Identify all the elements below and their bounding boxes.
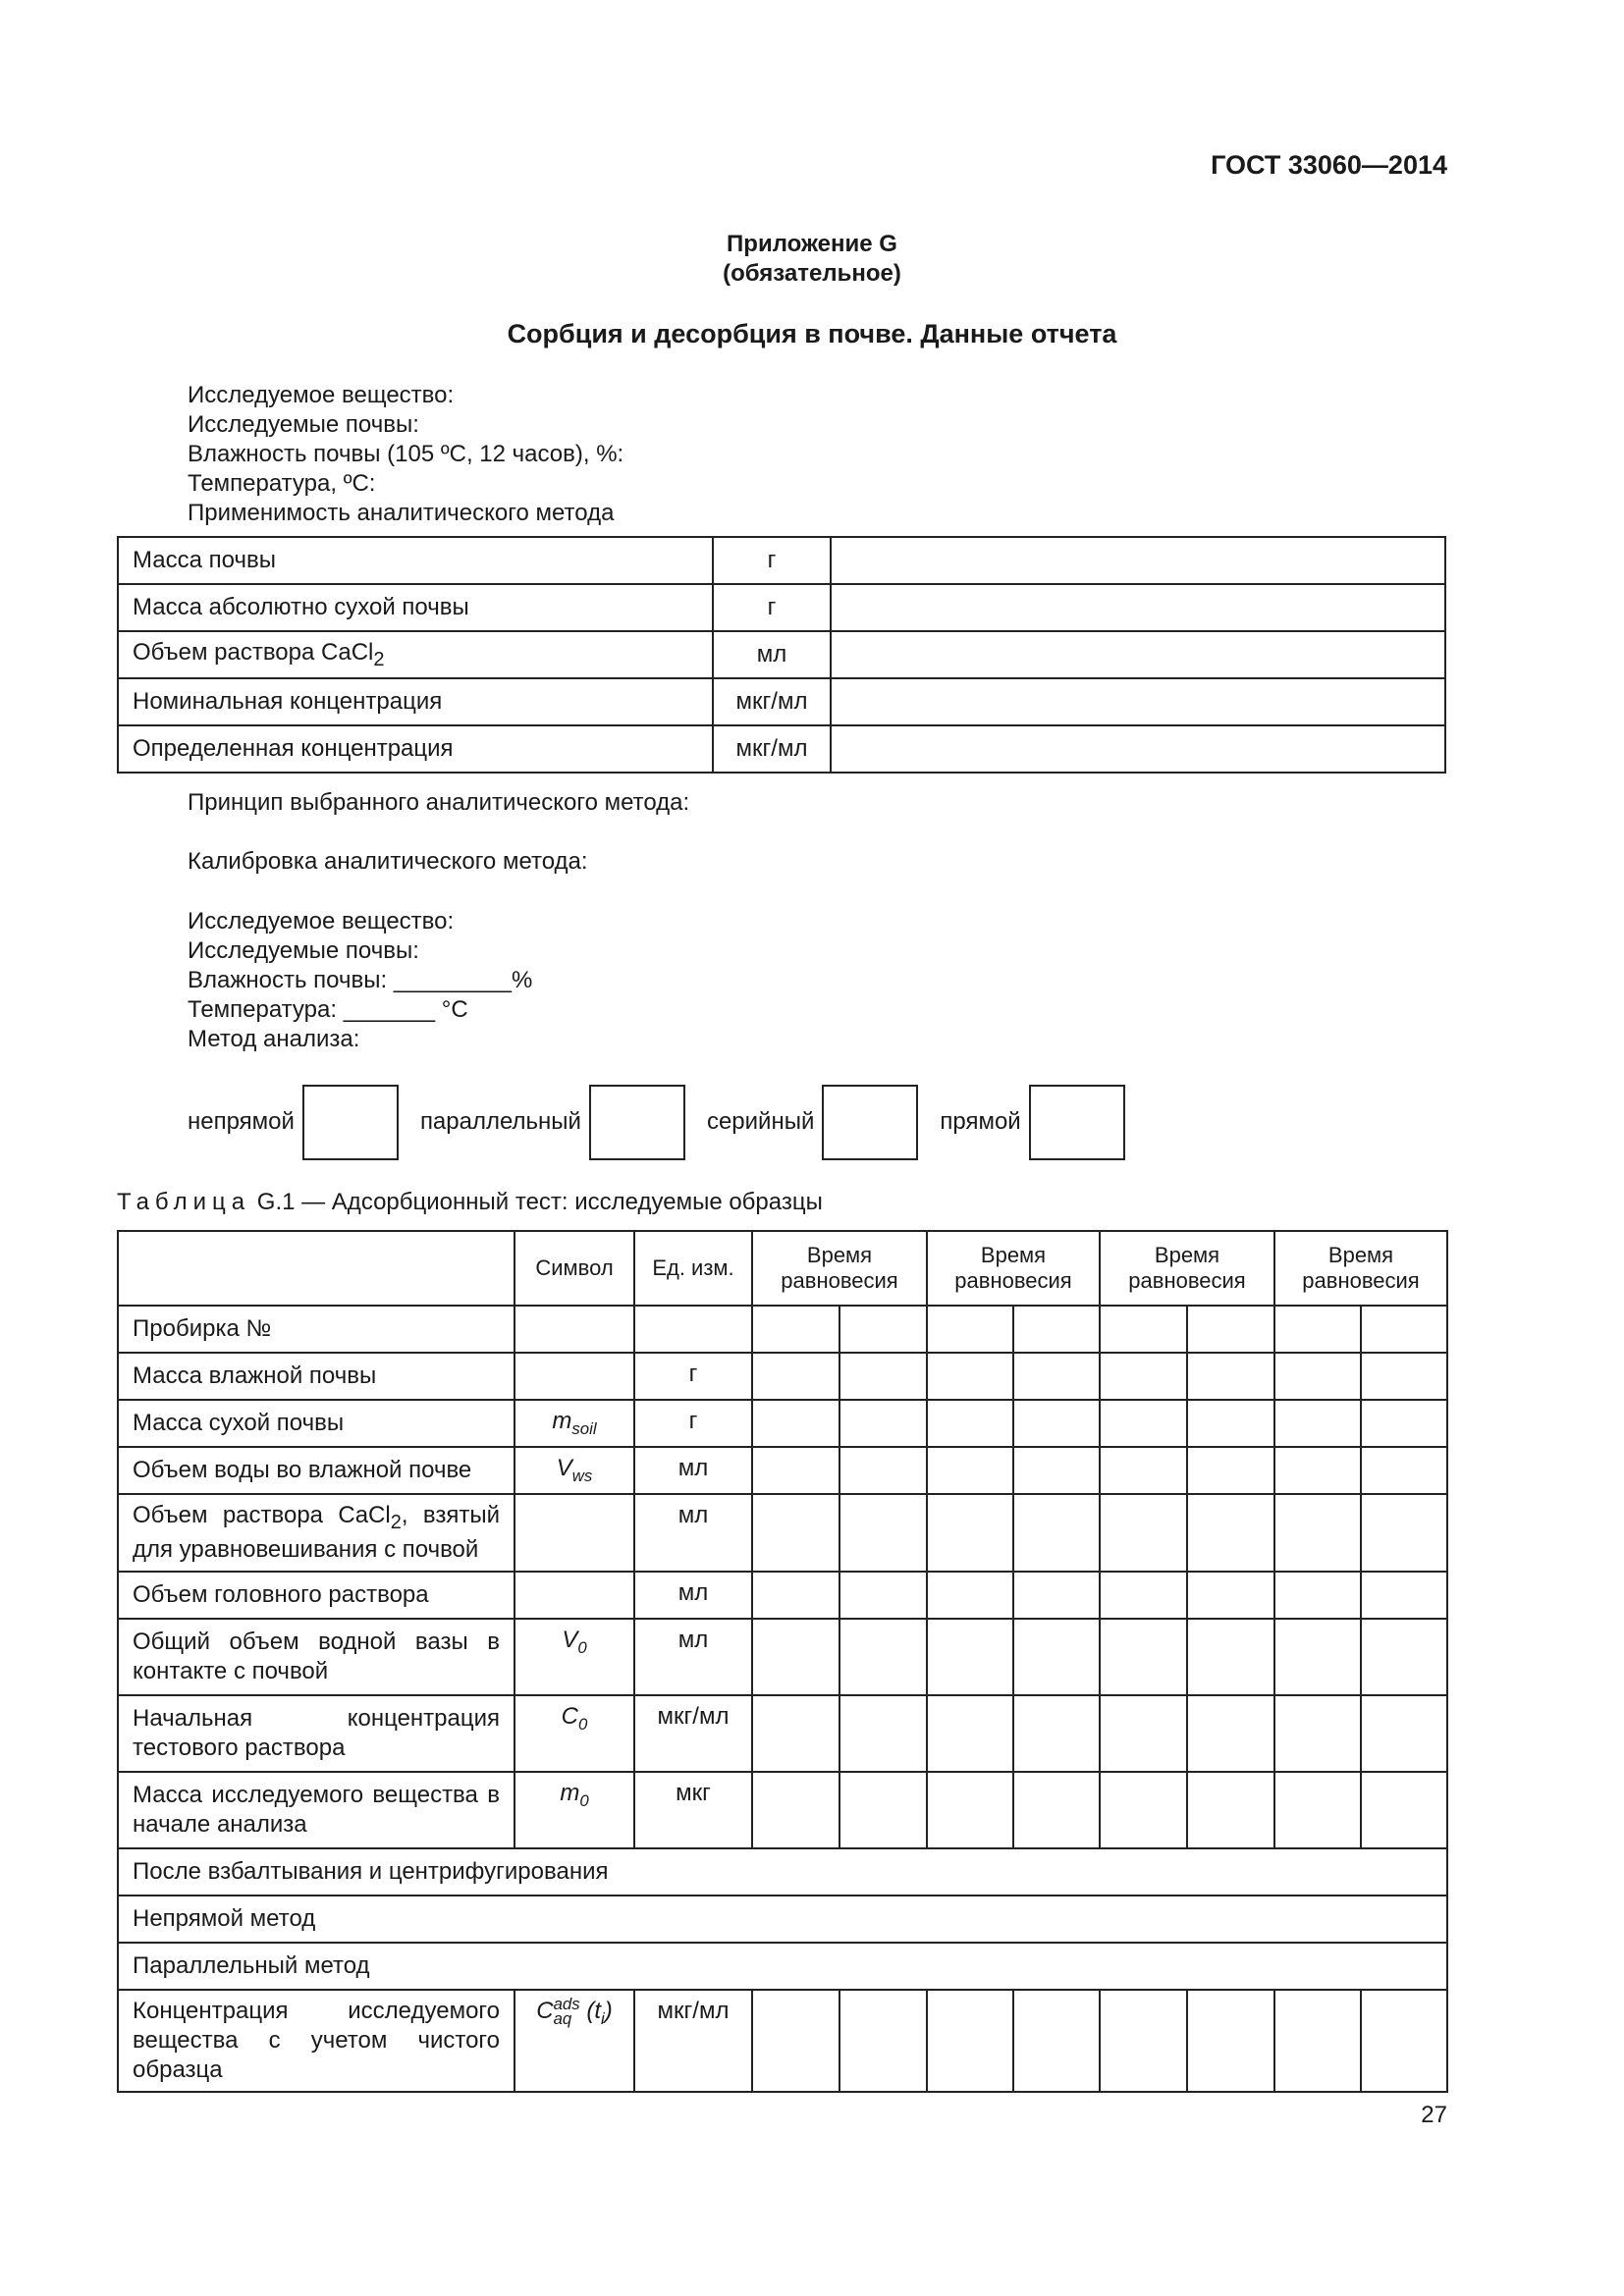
data-cell[interactable] [1187,1494,1274,1572]
data-cell[interactable] [927,1447,1013,1494]
param-unit: мл [713,631,831,678]
data-cell[interactable] [1274,1572,1361,1619]
data-cell[interactable] [1361,1306,1447,1353]
symbol-main: C [561,1702,578,1730]
data-cell[interactable] [1100,1695,1187,1772]
data-cell[interactable] [752,1447,839,1494]
table-row [118,1990,1447,2092]
data-cell[interactable] [839,1306,927,1353]
data-cell[interactable] [1361,1695,1447,1772]
row-label: Объем воды во влажной почве [118,1447,514,1494]
data-cell[interactable] [1013,1619,1100,1695]
table-row [118,1572,1447,1619]
data-cell[interactable] [1013,1447,1100,1494]
intro-line: Температура, ºС: [188,470,376,497]
symbol-cell [514,1990,634,2092]
method-principle: Принцип выбранного аналитического метода: [188,789,690,816]
unit-cell: мл [634,1494,752,1572]
data-cell[interactable] [1187,1447,1274,1494]
sample-line: Влажность почвы: _________% [188,967,533,993]
data-cell[interactable] [839,1353,927,1400]
intro-line: Применимость аналитического метода [188,500,615,526]
table-row [118,1306,1447,1353]
method-option-label: параллельный [419,1108,581,1135]
data-cell[interactable] [927,1572,1013,1619]
data-cell[interactable] [1013,1695,1100,1772]
table-caption [117,1188,823,1217]
symbol-subscript: 0 [578,1714,588,1734]
label-text: , взятый для уравновешивания с почвой [133,1502,501,1563]
param-value-cell[interactable] [831,631,1445,678]
data-cell[interactable] [839,1400,927,1447]
indirect-checkbox[interactable] [302,1085,399,1160]
param-unit: г [713,537,831,584]
data-cell[interactable] [1100,1990,1187,2092]
symbol-superscript: ads [553,1995,580,2014]
param-label: Масса абсолютно сухой почвы [118,584,713,631]
row-label: Общий объем водной вазы в контакте с почвой [118,1619,514,1695]
data-cell[interactable] [752,1400,839,1447]
intro-line: Исследуемое вещество: [188,382,455,408]
header-row [118,1231,1447,1306]
row-label: Начальная концентрация тестового раствора [118,1695,514,1772]
data-cell[interactable] [839,1572,927,1619]
data-cell[interactable] [1013,1306,1100,1353]
symbol-cell [514,1772,634,1848]
data-cell[interactable] [927,1619,1013,1695]
data-cell[interactable] [1361,1494,1447,1572]
method-fields [188,788,689,877]
table-row [118,1400,1447,1447]
method-option-label: непрямой [188,1108,295,1135]
header-equilibrium-time: Время равновесия [1100,1231,1274,1306]
symbol-subscript: ws [571,1466,593,1485]
direct-checkbox[interactable] [1029,1085,1125,1160]
sample-line: Исследуемое вещество: [188,908,455,934]
data-cell[interactable] [752,1572,839,1619]
caption-prefix: Таблица [117,1189,251,1215]
intro-line: Исследуемые почвы: [188,411,419,438]
data-cell[interactable] [752,1353,839,1400]
header-equilibrium-time: Время равновесия [927,1231,1100,1306]
data-cell[interactable] [839,1990,927,2092]
section-row [118,1896,1447,1943]
param-label: Номинальная концентрация [118,678,713,725]
parallel-checkbox[interactable] [589,1085,685,1160]
symbol-cell [514,1353,634,1400]
symbol-subscript: aq [553,2009,572,2029]
data-cell[interactable] [752,1619,839,1695]
data-cell[interactable] [1187,1572,1274,1619]
data-cell[interactable] [1274,1400,1361,1447]
data-cell[interactable] [1187,1695,1274,1772]
serial-checkbox[interactable] [822,1085,918,1160]
data-cell[interactable] [1274,1619,1361,1695]
header-unit: Ед. изм. [634,1231,752,1306]
row-label [118,1494,514,1572]
data-cell[interactable] [839,1772,927,1848]
data-cell[interactable] [1187,1353,1274,1400]
data-cell[interactable] [927,1400,1013,1447]
sample-line: Температура: _______ °С [188,996,468,1023]
page-number: 27 [1421,2102,1447,2128]
row-label: Пробирка № [118,1306,514,1353]
table-row [118,584,1445,631]
parameters-table [117,536,1446,774]
document-code: ГОСТ 33060—2014 [1211,150,1447,180]
symbol-main: V [556,1455,572,1481]
data-cell[interactable] [1100,1400,1187,1447]
data-cell[interactable] [1274,1353,1361,1400]
data-cell[interactable] [927,1772,1013,1848]
label-text: Объем раствора CaCl [133,1502,391,1528]
symbol-subscript: 0 [579,1790,589,1810]
symbol-main: C [536,1997,554,2024]
data-cell[interactable] [1100,1447,1187,1494]
symbol-main: m [560,1779,580,1806]
table-row [118,1494,1447,1572]
symbol-cell [514,1306,634,1353]
section-row [118,1848,1447,1896]
data-cell[interactable] [927,1306,1013,1353]
data-cell[interactable] [1274,1447,1361,1494]
param-value-cell[interactable] [831,725,1445,773]
param-label: Масса почвы [118,537,713,584]
data-cell[interactable] [1274,1695,1361,1772]
data-cell[interactable] [1361,1772,1447,1848]
appendix-status: (обязательное) [723,260,901,287]
section-label: После взбалтывания и центрифугирования [118,1848,1447,1896]
data-cell[interactable] [1013,1494,1100,1572]
method-option-label: прямой [940,1108,1021,1135]
symbol-cell [514,1400,634,1447]
data-cell[interactable] [1187,1772,1274,1848]
data-cell[interactable] [1187,1400,1274,1447]
symbol-subscript: soil [571,1418,597,1438]
row-label: Масса исследуемого вещества в начале анализа [118,1772,514,1848]
header-equilibrium-time: Время равновесия [1274,1231,1447,1306]
section-row [118,1943,1447,1990]
symbol-cell [514,1572,634,1619]
data-cell[interactable] [839,1619,927,1695]
method-option-label: серийный [706,1108,815,1135]
header-equilibrium-time: Время равновесия [752,1231,927,1306]
data-cell[interactable] [1361,1400,1447,1447]
data-cell[interactable] [1100,1772,1187,1848]
data-cell[interactable] [1274,1494,1361,1572]
data-cell[interactable] [1361,1447,1447,1494]
data-cell[interactable] [1274,1306,1361,1353]
data-cell[interactable] [1013,1400,1100,1447]
data-cell[interactable] [752,1772,839,1848]
param-label [118,631,713,678]
data-cell[interactable] [1100,1353,1187,1400]
symbol-cell [514,1494,634,1572]
row-label: Масса сухой почвы [118,1400,514,1447]
param-unit: мкг/мл [713,725,831,773]
appendix-title: Приложение G [727,231,897,257]
data-cell[interactable] [1013,1772,1100,1848]
row-label: Объем головного раствора [118,1572,514,1619]
data-cell[interactable] [1013,1990,1100,2092]
param-value-cell[interactable] [831,537,1445,584]
symbol-main: m [552,1408,572,1434]
header-blank [118,1231,514,1306]
data-cell[interactable] [1013,1572,1100,1619]
param-unit: мкг/мл [713,678,831,725]
unit-cell: мкг [634,1772,752,1848]
label-subscript: 2 [390,1511,402,1533]
table-row [118,1695,1447,1772]
table-row [118,1619,1447,1695]
data-cell[interactable] [927,1494,1013,1572]
unit-cell [634,1306,752,1353]
unit-cell: г [634,1400,752,1447]
table-row [118,1447,1447,1494]
data-cell[interactable] [1013,1353,1100,1400]
data-cell[interactable] [1187,1306,1274,1353]
table-row [118,1353,1447,1400]
sample-fields [188,907,532,1054]
label-text: Объем раствора CaCl [133,638,374,666]
method-calibration: Калибровка аналитического метода: [188,848,588,875]
symbol-main: V [562,1626,578,1653]
data-cell[interactable] [839,1447,927,1494]
caption-text: G.1 — Адсорбционный тест: исследуемые образцы [256,1189,823,1215]
intro-fields [188,381,623,528]
section-label: Непрямой метод [118,1896,1447,1943]
section-label: Параллельный метод [118,1943,1447,1990]
data-cell[interactable] [1100,1494,1187,1572]
unit-cell: г [634,1353,752,1400]
table-row [118,537,1445,584]
data-cell[interactable] [752,1306,839,1353]
label-subscript: 2 [373,648,385,670]
symbol-cell [514,1619,634,1695]
table-row [118,631,1445,678]
unit-cell: мкг/мл [634,1990,752,2092]
table-row [118,678,1445,725]
data-cell[interactable] [927,1990,1013,2092]
data-cell[interactable] [1361,1353,1447,1400]
data-cell[interactable] [1274,1990,1361,2092]
data-cell[interactable] [927,1353,1013,1400]
data-cell[interactable] [752,1695,839,1772]
adsorption-table [117,1230,1448,2093]
param-value-cell[interactable] [831,678,1445,725]
data-cell[interactable] [752,1494,839,1572]
data-cell[interactable] [839,1695,927,1772]
report-title: Сорбция и десорбция в почве. Данные отчета [507,319,1117,348]
table-row [118,725,1445,773]
table-row [118,1772,1447,1848]
data-cell[interactable] [1100,1306,1187,1353]
sample-line: Метод анализа: [188,1026,360,1052]
data-cell[interactable] [1187,1990,1274,2092]
symbol-cell [514,1447,634,1494]
unit-cell: мл [634,1447,752,1494]
data-cell[interactable] [839,1494,927,1572]
symbol-argument: (t [586,1997,601,2024]
param-value-cell[interactable] [831,584,1445,631]
sample-line: Исследуемые почвы: [188,937,419,964]
data-cell[interactable] [927,1695,1013,1772]
param-unit: г [713,584,831,631]
row-label: Концентрация исследуемого вещества с учетом чистого образца [118,1990,514,2092]
method-options [188,1084,1147,1160]
symbol-argument-subscript: i [601,2008,605,2028]
symbol-argument-close: ) [604,1997,613,2024]
param-label: Определенная концентрация [118,725,713,773]
data-cell[interactable] [1100,1619,1187,1695]
unit-cell: мкг/мл [634,1695,752,1772]
data-cell[interactable] [752,1990,839,2092]
symbol-cell [514,1695,634,1772]
data-cell[interactable] [1100,1572,1187,1619]
unit-cell: мл [634,1572,752,1619]
data-cell[interactable] [1361,1619,1447,1695]
data-cell[interactable] [1361,1990,1447,2092]
symbol-subscript: 0 [577,1637,587,1657]
intro-line: Влажность почвы (105 ºС, 12 часов), %: [188,441,624,467]
header-symbol: Символ [514,1231,634,1306]
data-cell[interactable] [1187,1619,1274,1695]
row-label: Масса влажной почвы [118,1353,514,1400]
data-cell[interactable] [1274,1772,1361,1848]
data-cell[interactable] [1361,1572,1447,1619]
unit-cell: мл [634,1619,752,1695]
